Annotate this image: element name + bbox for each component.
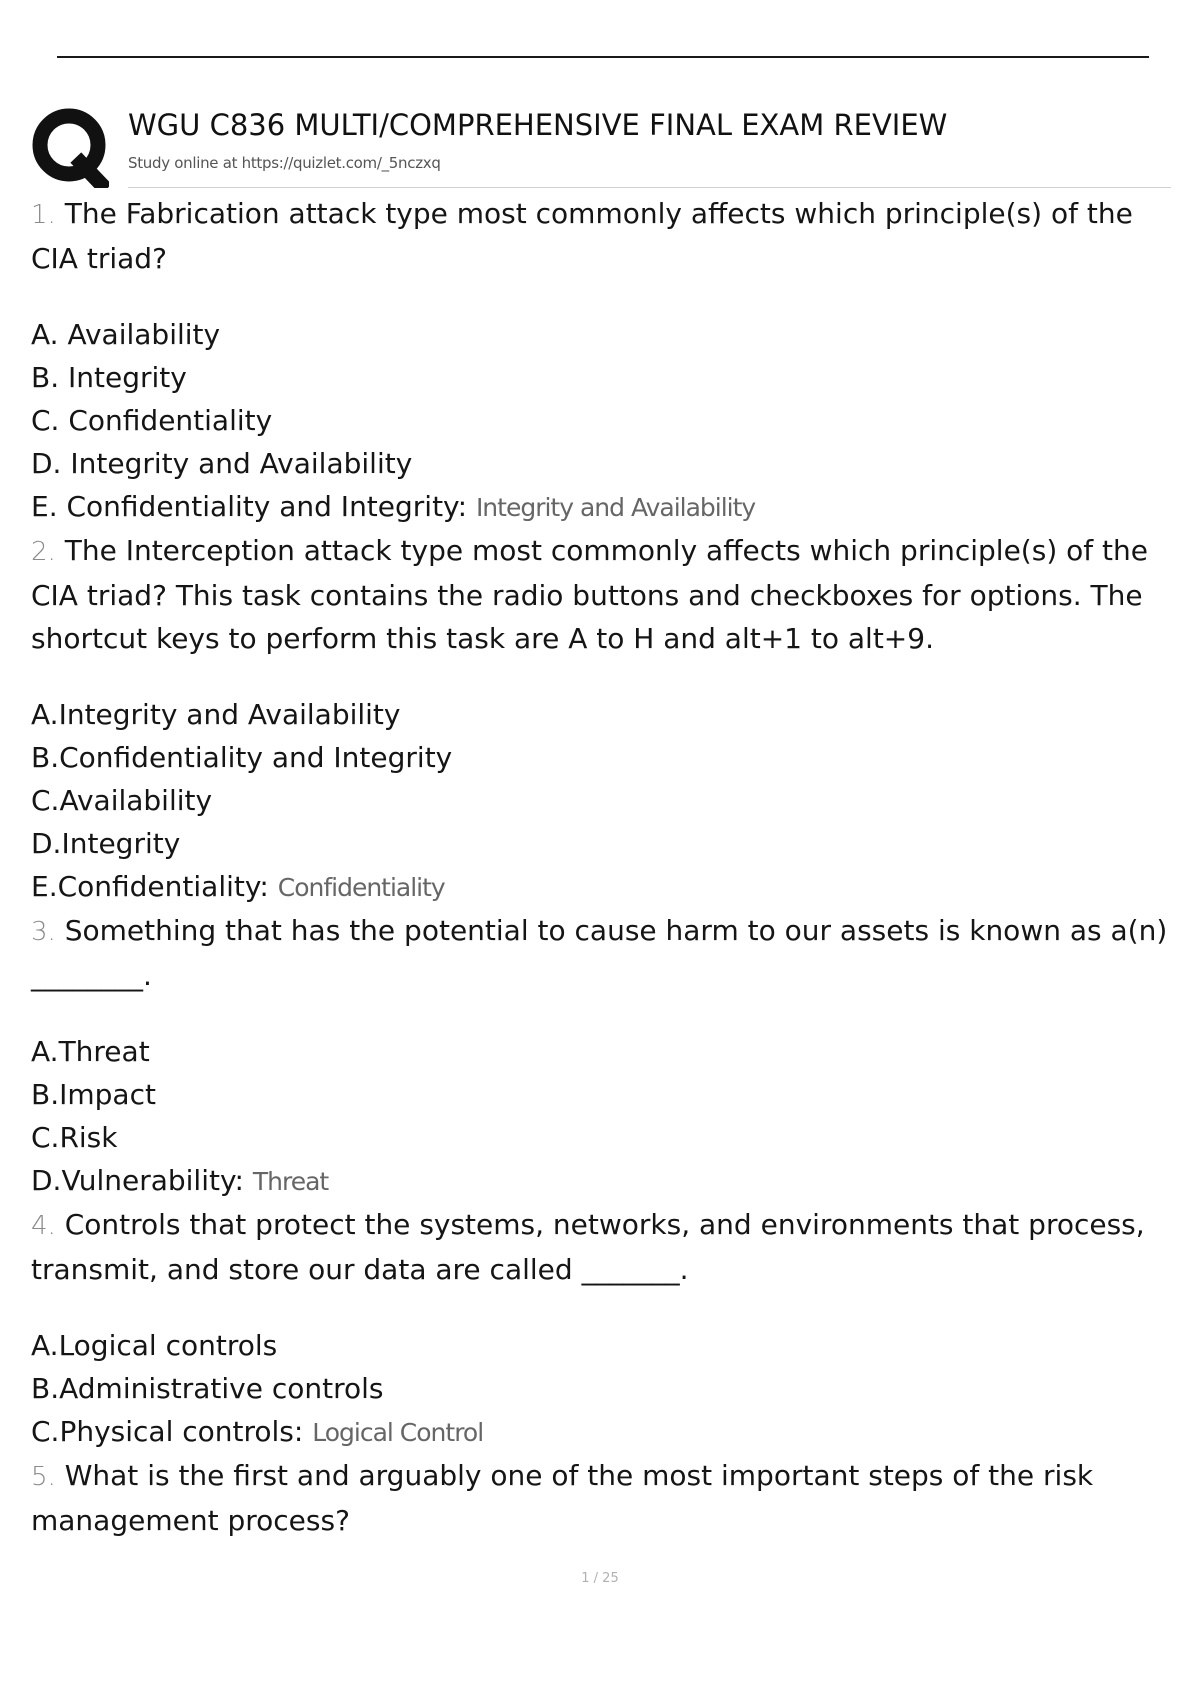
option: B.Impact bbox=[31, 1078, 156, 1111]
question-2 bbox=[31, 529, 1181, 909]
option: B.Administrative controls bbox=[31, 1372, 384, 1405]
question-prompt: What is the first and arguably one of the most important steps of the risk management process? bbox=[31, 1459, 1094, 1537]
option-with-answer bbox=[31, 865, 1181, 909]
answer-text: Confidentiality bbox=[277, 873, 445, 902]
option: E.Confidentiality: bbox=[31, 870, 269, 903]
page-number: 1 / 25 bbox=[581, 1571, 619, 1586]
option: D.Integrity bbox=[31, 827, 181, 860]
option: C.Availability bbox=[31, 784, 213, 817]
question-list bbox=[31, 192, 1181, 1542]
question-4 bbox=[31, 1203, 1181, 1454]
question-1 bbox=[31, 192, 1181, 529]
question-prompt: The Interception attack type most commonly affects which principle(s) of the CIA triad? This task contains the radio buttons and checkboxes for options. The shortcut keys to perform this task are A to H and alt+1 to alt+9. bbox=[31, 534, 1148, 655]
page-title: WGU C836 MULTI/COMPREHENSIVE FINAL EXAM REVIEW bbox=[128, 108, 948, 142]
option: E. Confidentiality and Integrity: bbox=[31, 490, 468, 523]
question-prompt: Something that has the potential to cause harm to our assets is known as a(n) ________. bbox=[31, 914, 1168, 992]
top-rule bbox=[57, 56, 1149, 58]
question-5 bbox=[31, 1454, 1181, 1542]
option: A.Threat bbox=[31, 1035, 150, 1068]
question-text bbox=[31, 529, 1181, 660]
question-3 bbox=[31, 909, 1181, 1203]
question-prompt: The Fabrication attack type most commonly affects which principle(s) of the CIA triad? bbox=[31, 197, 1133, 275]
option: C. Confidentiality bbox=[31, 404, 273, 437]
option-with-answer bbox=[31, 1410, 1181, 1454]
document-header bbox=[31, 102, 1171, 188]
option: B.Confidentiality and Integrity bbox=[31, 741, 453, 774]
option: D.Vulnerability: bbox=[31, 1164, 244, 1197]
option: C.Physical controls: bbox=[31, 1415, 304, 1448]
option: A.Integrity and Availability bbox=[31, 698, 401, 731]
answer-text: Threat bbox=[252, 1167, 329, 1196]
option: A. Availability bbox=[31, 318, 221, 351]
answer-text: Logical Control bbox=[312, 1418, 484, 1447]
question-text bbox=[31, 909, 1181, 997]
option: B. Integrity bbox=[31, 361, 187, 394]
question-number: 4. bbox=[31, 1211, 56, 1241]
option: D. Integrity and Availability bbox=[31, 447, 413, 480]
question-number: 1. bbox=[31, 200, 56, 230]
option: C.Risk bbox=[31, 1121, 118, 1154]
question-number: 3. bbox=[31, 917, 56, 947]
header-divider bbox=[128, 187, 1171, 188]
question-number: 2. bbox=[31, 537, 56, 567]
option: A.Logical controls bbox=[31, 1329, 278, 1362]
option-with-answer bbox=[31, 485, 1181, 529]
question-text bbox=[31, 1454, 1181, 1542]
answer-text: Integrity and Availability bbox=[475, 493, 756, 522]
question-text bbox=[31, 192, 1181, 280]
quizlet-q-logo-icon bbox=[31, 106, 109, 188]
question-text bbox=[31, 1203, 1181, 1291]
question-prompt: Controls that protect the systems, networks, and environments that process, transmit, and store our data are called _______. bbox=[31, 1208, 1145, 1286]
question-number: 5. bbox=[31, 1462, 56, 1492]
option-with-answer bbox=[31, 1159, 1181, 1203]
study-online-link[interactable]: Study online at https://quizlet.com/_5nczxq bbox=[128, 154, 441, 172]
